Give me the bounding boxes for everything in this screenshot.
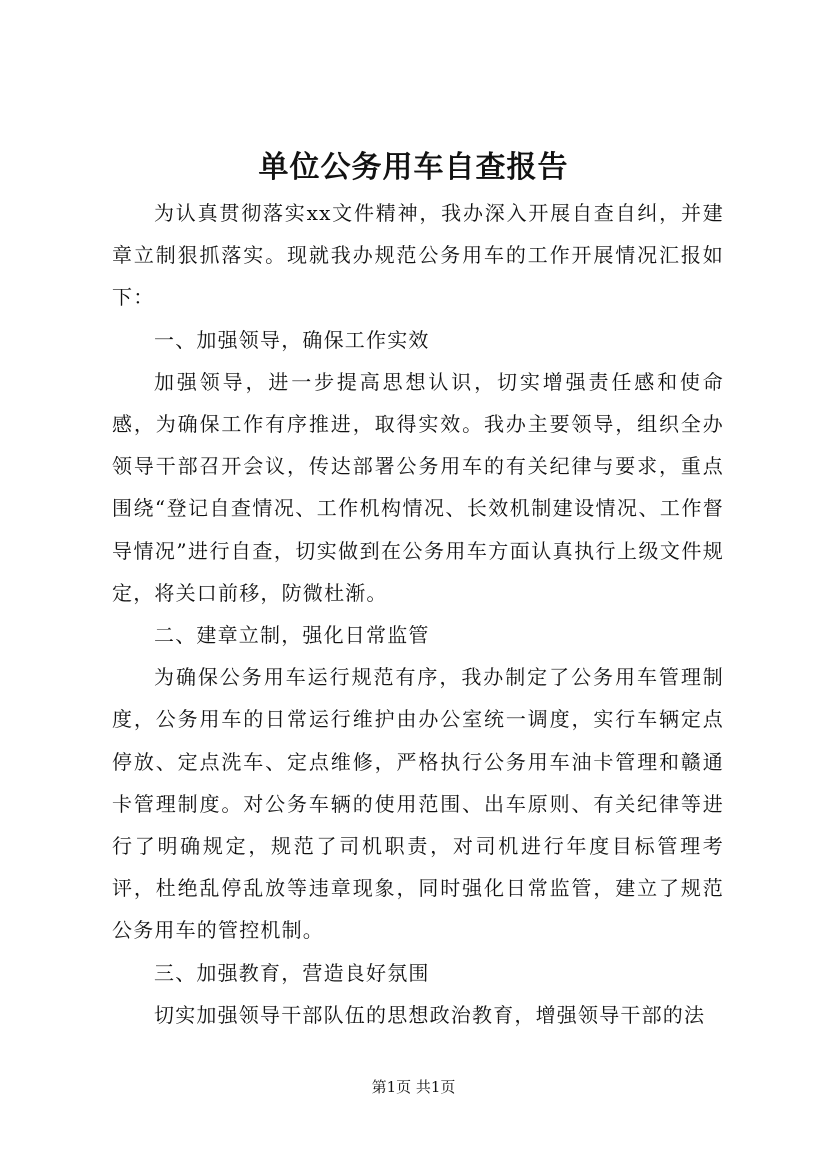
document-title: 单位公务用车自查报告 <box>258 150 569 185</box>
intro-paragraph: 为认真贯彻落实xx文件精神，我办深入开展自查自纠，并建章立制狠抓落实。现就我办规范公务用车的工作开展情况汇报如下： <box>112 201 724 310</box>
section-paragraph-2: 为确保公务用车运行规范有序，我办制定了公务用车管理制度，公务用车的日常运行维护由办公室统一调度，实行车辆定点停放、定点洗车、定点维修，严格执行公务用车油卡管理和赣通卡管理制度。对公务车辆的使用范围、出车原则、有关纪律等进行了明确规定，规范了司机职责，对司机进行年度目标管理考评，杜绝乱停乱放等违章现象，同时强化日常监管，建立了规范公务用车的管控机制。 <box>112 665 724 943</box>
section-paragraph-3: 切实加强领导干部队伍的思想政治教育，增强领导干部的法 <box>154 1002 706 1027</box>
section-paragraph-1: 加强领导，进一步提高思想认识，切实增强责任感和使命感，为确保工作有序推进，取得实效。我办主要领导，组织全办领导干部召开会议，传达部署公务用车的有关纪律与要求，重点围绕“登记自查情况、工作机构情况、长效机制建设情况、工作督导情况”进行自查，切实做到在公务用车方面认真执行上级文件规定，将关口前移，防微杜渐。 <box>112 369 724 605</box>
section-heading-3: 三、加强教育，营造良好氛围 <box>154 960 430 985</box>
page-footer: 第1页 共1页 <box>371 1078 456 1096</box>
section-heading-2: 二、建章立制，强化日常监管 <box>154 623 430 648</box>
section-heading-1: 一、加强领导，确保工作实效 <box>154 327 430 352</box>
document-body <box>112 192 724 1036</box>
